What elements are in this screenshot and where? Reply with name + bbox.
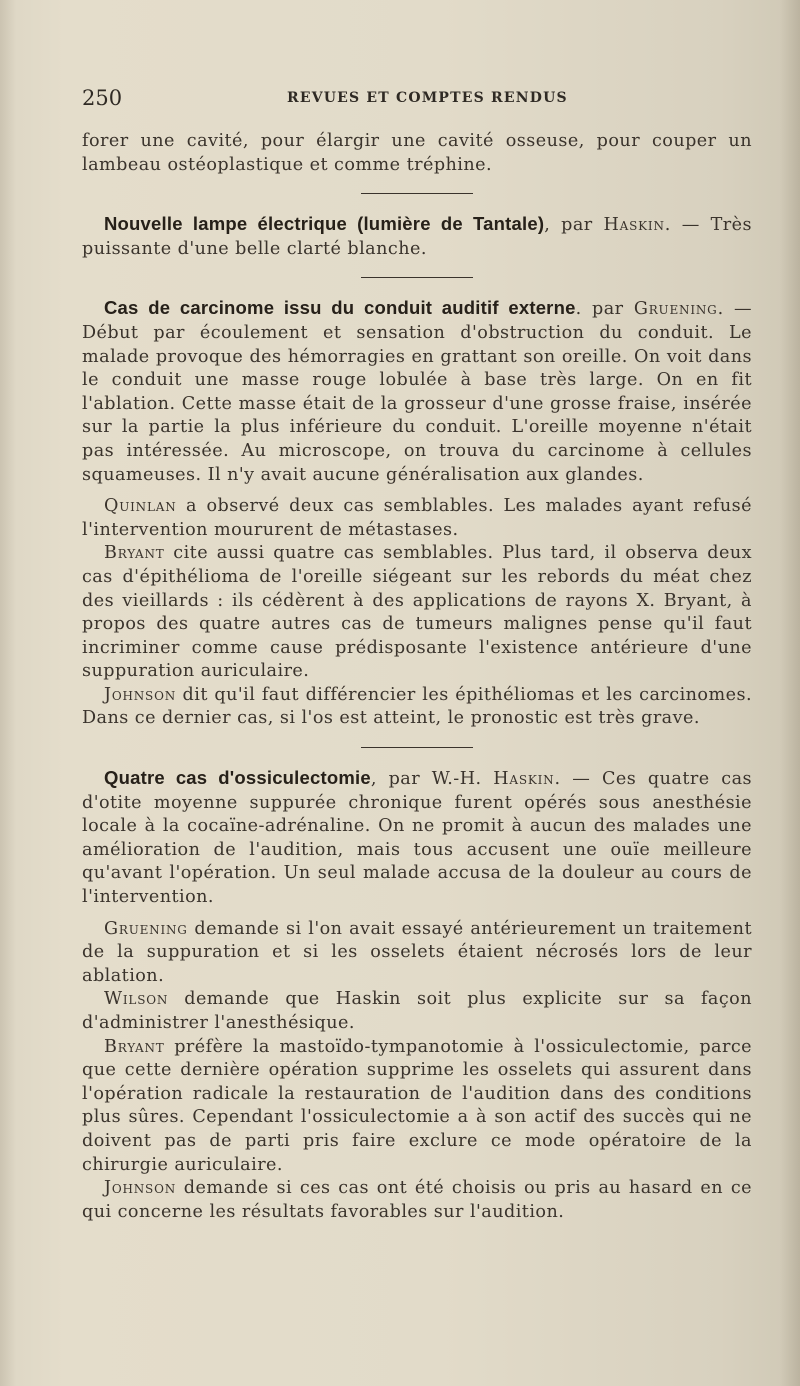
section-carcinome-paragraph — [82, 296, 752, 487]
section-divider — [361, 277, 473, 278]
section-ossiculectomie-paragraph — [82, 766, 752, 910]
section-carcinome-by: . par — [575, 299, 634, 320]
comment-author: Gruening — [104, 918, 188, 939]
comment-author: Quinlan — [104, 496, 177, 517]
comment-paragraph — [82, 1036, 752, 1178]
comment-paragraph — [82, 542, 752, 684]
intro-paragraph: forer une cavité, pour élargir une cavité osseuse, pour couper un lambeau ostéoplastique et comme tréphine. — [82, 131, 752, 175]
section-carcinome-text: . — Début par écoulement et sensation d'obstruction du conduit. Le malade provoque des hémorragies en grattant son oreille. On voit dans le conduit une masse rouge lobulée à base très large. On en fit l'ablation. Cette masse était de la grosseur d'une grosse fraise, insérée sur la partie la plus inférieure du conduit. L'oreille moyenne n'était pas intéressée. Au microscope, on trouva du carcinome à cellules squameuses. Il n'y avait aucune généralisation aux glandes. — [82, 299, 753, 485]
section-ossiculectomie-author: Haskin — [493, 769, 555, 790]
comment-author: Johnson — [104, 1178, 177, 1199]
page-header — [82, 86, 752, 114]
section-ossiculectomie-title: Quatre cas d'ossiculectomie — [104, 767, 371, 789]
comment-author: Bryant — [104, 1036, 165, 1057]
comment-text: cite aussi quatre cas semblables. Plus tard, il observa deux cas d'épithélioma de l'oreille siégeant sur les rebords du méat chez des vieillards : ils cédèrent à des applications de rayons X. Bryant, à propos des quatre autres cas de tumeurs malignes pense qu'il faut incriminer comme cause prédisposante l'existence antérieure d'une suppuration auriculaire. — [82, 543, 752, 682]
section-ossiculectomie-by: , par W.-H. — [370, 769, 494, 790]
section-lampe-by: , par — [544, 215, 604, 236]
comment-paragraph — [82, 684, 752, 731]
comment-text: a observé deux cas semblables. Les malades ayant refusé l'intervention moururent de métastases. — [82, 496, 752, 540]
section-ossiculectomie-text: . — Ces quatre cas d'otite moyenne suppurée chronique furent opérés sous anesthésie locale à la cocaïne-adrénaline. On ne promit à aucun des malades une amélioration de l'audition, mais tous accusent une ouïe meilleure qu'avant l'opération. Un seul malade accusa de la douleur au cours de l'intervention. — [82, 769, 753, 908]
section-lampe-author: Haskin — [603, 215, 665, 236]
section-divider — [361, 193, 473, 194]
comment-text: dit qu'il faut différencier les épithéliomas et les carcinomes. Dans ce dernier cas, si l'os est atteint, le pronostic est très grave. — [82, 684, 752, 729]
comment-text: demande que Haskin soit plus explicite sur sa façon d'administrer l'anesthésique. — [82, 989, 752, 1033]
section-carcinome-author: Gruening — [633, 299, 718, 320]
section-divider — [361, 747, 473, 748]
comment-author: Bryant — [104, 543, 165, 564]
page-shadow-left — [0, 0, 16, 1386]
section-lampe-title: Nouvelle lampe électrique (lumière de Tantale) — [104, 213, 545, 235]
comment-text: préfère la mastoïdo-tympanotomie à l'ossiculectomie, parce que cette dernière opération supprime les osselets qui assurent dans l'opération radicale la restauration de l'audition dans des conditions plus sûres. Cependant l'ossiculectomie a à son actif des succès qui ne doivent pas de parti pris faire exclure ce mode opératoire de la chirurgie auriculaire. — [82, 1036, 752, 1175]
section-lampe-text: . — Très puissante d'une belle clarté blanche. — [82, 215, 753, 259]
section-lampe-paragraph — [82, 212, 752, 261]
comment-paragraph — [82, 1177, 752, 1224]
comment-paragraph — [82, 988, 752, 1035]
running-head: REVUES ET COMPTES RENDUS — [287, 90, 568, 106]
comment-paragraph — [82, 495, 752, 542]
comment-text: demande si ces cas ont été choisis ou pris au hasard en ce qui concerne les résultats favorables sur l'audition. — [82, 1178, 752, 1222]
page-body — [82, 130, 752, 1224]
comment-author: Johnson — [104, 684, 177, 705]
page-number: 250 — [82, 86, 123, 110]
comment-author: Wilson — [104, 989, 169, 1010]
page-shadow-right — [780, 0, 800, 1386]
section-carcinome-title: Cas de carcinome issu du conduit auditif externe — [104, 297, 576, 319]
comment-text: demande si l'on avait essayé antérieurement un traitement de la suppuration et si les osselets étaient nécrosés lors de leur ablation. — [82, 918, 752, 986]
comment-paragraph — [82, 918, 752, 989]
